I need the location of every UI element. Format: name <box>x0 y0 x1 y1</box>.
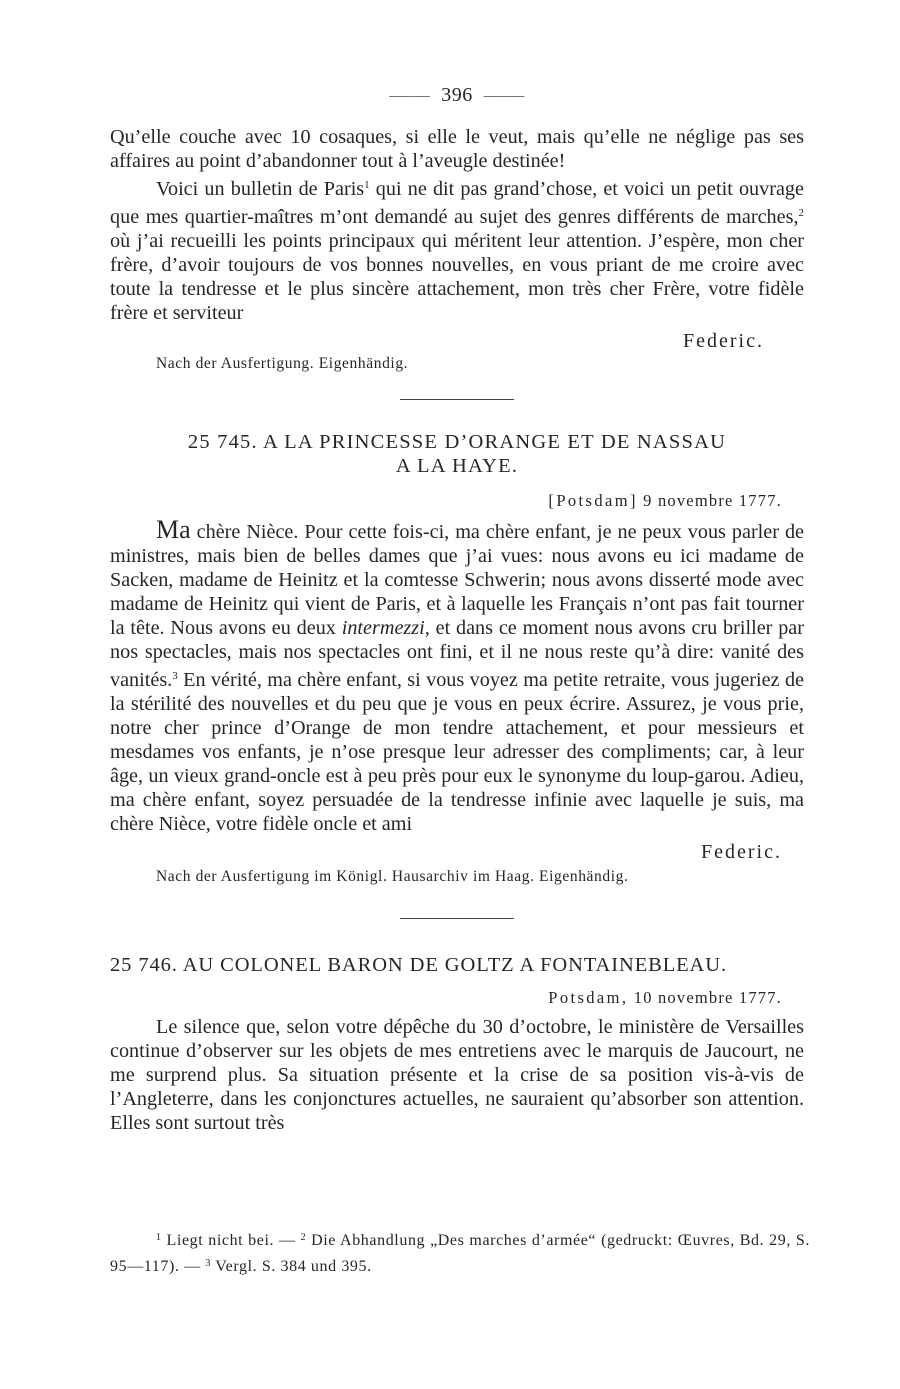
letter-body-25745-a: chère Nièce. Pour cette fois-ci, ma chère enfant, je ne peux vous parler de ministres, mais bien de belles dames que j’ai vues: nous avons eu ici madame de Sacken, madame de Heinitz et la comtesse Schwerin; nous avons disserté mode avec madame de Heinitz qui vient de Paris, et à laquelle les Français n’ont pas fait tourner la tête. Nous avons eu deux <box>110 521 804 639</box>
letter-body-25745 <box>110 515 804 836</box>
footnote-ref-3: 3 <box>172 670 178 682</box>
dateline-place-25746: Potsdam, <box>548 988 629 1007</box>
dateline-place-25745: [Potsdam] <box>548 491 638 510</box>
footnote-1-number: 1 <box>156 1232 162 1243</box>
para2-text-c: où j’ai recueilli les points principaux qui méritent leur attention. J’espère, mon cher frère, d’avoir toujours de vos bonnes nouvelles, en vous priant de me croire avec toute la tendresse et le plus sincère attachement, mon très cher Frère, votre fidèle frère et serviteur <box>110 230 804 324</box>
page-number-line <box>110 84 804 107</box>
page-number-dash-right: —— <box>472 84 525 106</box>
dateline-date-25745: 9 novembre 1777. <box>637 491 782 510</box>
footnote-1: Liegt nicht bei. — <box>161 1232 301 1249</box>
footnotes <box>110 1226 810 1278</box>
footnote-ref-2: 2 <box>798 207 804 219</box>
letter-body-25745-b: et dans ce moment nous avons cru briller par nos spectacles, mais nos spectacles ont fini, et il ne nous reste qu’à dire: vanité des vanités. <box>110 617 804 691</box>
footnotes-block <box>110 1232 156 1249</box>
page-body <box>110 84 804 1135</box>
letter-heading-25745-line1: 25 745. A LA PRINCESSE D’ORANGE ET DE NASSAU <box>187 431 727 453</box>
letter-heading-25745-line2: A LA HAYE. <box>395 455 519 477</box>
para2-text-a: Voici un bulletin de Paris <box>156 178 365 200</box>
page-number-dash-left: —— <box>389 84 442 106</box>
footnote-3-number: 3 <box>205 1258 211 1269</box>
signature-2: Federic. <box>701 841 782 863</box>
letter-body-25745-italic: intermezzi, <box>341 617 430 639</box>
dateline-date-25746: 10 novembre 1777. <box>628 988 782 1007</box>
source-note-2: Nach der Ausfertigung im Königl. Hausarchiv im Haag. Eigenhändig. <box>156 868 629 885</box>
footnote-3: Vergl. S. 384 und 395. <box>210 1258 372 1275</box>
letter-body-25745-c: En vérité, ma chère enfant, si vous voyez ma petite retraite, vous jugeriez de la stérilité des nouvelles et du peu que je vous en peux écrire. Assurez, je vous prie, notre cher prince d’Orange de mon tendre attachement, et pour messieurs et mesdames vos enfants, je n’ose presque leur adresser des compliments; car, à leur âge, un vieux grand-oncle est à peu près pour eux le synonyme du loup-garou. Adieu, ma chère enfant, soyez persuadée de la tendresse infinie avec laquelle je suis, ma chère Nièce, votre fidèle oncle et ami <box>110 669 804 835</box>
continuation-paragraph-1: Qu’elle couche avec 10 cosaques, si elle le veut, mais qu’elle ne néglige pas ses affaires au point d’abandonner tout à l’aveugle destinée! <box>110 126 804 172</box>
dateline-25745 <box>110 490 782 512</box>
continuation-paragraph-2 <box>110 173 804 325</box>
para2-text-b: qui ne dit pas grand’chose, et voici un petit ouvrage que mes quartier-maîtres m’ont demandé au sujet des genres différents de marches, <box>110 178 804 228</box>
letter-heading-25746: 25 746. AU COLONEL BARON DE GOLTZ A FONTAINEBLEAU. <box>110 954 727 976</box>
salutation-initial: Ma <box>156 515 191 544</box>
footnote-ref-1: 1 <box>364 179 370 191</box>
footnote-2: Die Abhandlung „Des marches d’armée“ (gedruckt: Œuvres, Bd. 29, S. 95—117). — <box>110 1232 810 1275</box>
signature-1: Federic. <box>683 330 764 352</box>
source-note-1: Nach der Ausfertigung. Eigenhändig. <box>156 355 409 372</box>
page-number: 396 <box>441 84 473 106</box>
footnote-2-number: 2 <box>300 1232 307 1243</box>
dateline-25746 <box>110 987 782 1009</box>
letter-body-25746: Le silence que, selon votre dépêche du 30 d’octobre, le ministère de Versailles continue d’observer sur les objets de mes entretiens avec le marquis de Jaucourt, ne me surprend plus. Sa situation présente et la crise de sa position vis-à-vis de l’Angleterre, dans les conjonctures actuelles, ne sauraient qu’absorber son attention. Elles sont surtout très <box>110 1016 804 1134</box>
